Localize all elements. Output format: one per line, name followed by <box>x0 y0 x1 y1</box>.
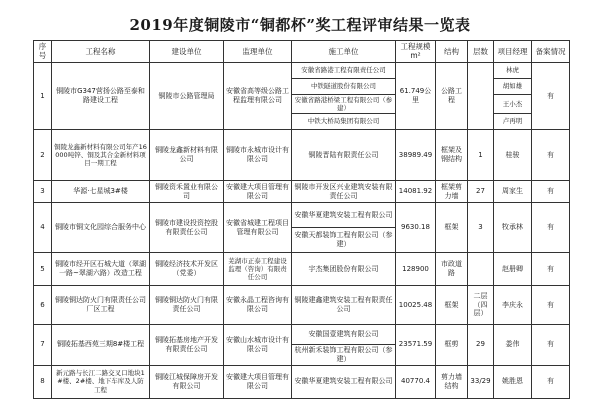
table-row <box>34 62 570 78</box>
cell-supervisor: 安徽省城建工程项目管理有限公司 <box>224 203 292 253</box>
cell-project: 铜陵龙鑫新材料有限公司年产16000吨锌、铜及其合金新材料项目一期工程 <box>52 130 150 181</box>
header-builder: 建设单位 <box>150 41 224 63</box>
cell-no: 2 <box>34 130 52 181</box>
cell-record: 有 <box>532 365 570 398</box>
cell-structure: 框剪 <box>436 325 468 366</box>
header-supervisor: 监理单位 <box>224 41 292 63</box>
cell-structure: 公路工程 <box>436 62 468 129</box>
cell-project: 铜陵市G347营扬公路至泰和路建设工程 <box>52 62 150 129</box>
table-row <box>34 365 570 398</box>
cell-scale: 40770.4 <box>396 365 436 398</box>
cell-constructor: 中铁大桥局集团有限公司 <box>292 114 396 130</box>
header-manager: 项目经理 <box>494 41 532 63</box>
cell-manager: 赵册卿 <box>494 253 532 286</box>
cell-scale: 23571.59 <box>396 325 436 366</box>
cell-manager: 林虎 <box>494 62 532 78</box>
cell-project: 华源·七星城3#楼 <box>52 181 150 203</box>
cell-structure: 剪力墙结构 <box>436 365 468 398</box>
cell-record: 有 <box>532 181 570 203</box>
cell-constructor: 安徽华夏建筑安装工程有限公司 <box>292 365 396 398</box>
cell-scale: 128900 <box>396 253 436 286</box>
cell-record: 有 <box>532 325 570 366</box>
table-row <box>34 203 570 228</box>
cell-record: 有 <box>532 253 570 286</box>
cell-scale: 14081.92 <box>396 181 436 203</box>
cell-builder: 铜陵市建设投资控股有限责任公司 <box>150 203 224 253</box>
cell-no: 4 <box>34 203 52 253</box>
header-scale: 工程规模m² <box>396 41 436 63</box>
cell-project: 铜陵拓基西苑三期8#楼工程 <box>52 325 150 366</box>
table-row <box>34 286 570 325</box>
cell-constructor: 中铁隧道股份有限公司 <box>292 78 396 94</box>
cell-project: 铜陵铜达防火门有限责任公司厂区工程 <box>52 286 150 325</box>
cell-structure: 框架及钢结构 <box>436 130 468 181</box>
cell-structure: 框架 <box>436 203 468 253</box>
results-table <box>33 40 570 399</box>
cell-manager: 胡如雄 <box>494 78 532 94</box>
cell-manager: 娄伟 <box>494 325 532 366</box>
cell-floors: 27 <box>468 181 494 203</box>
cell-constructor: 安徽省路港工程有限责任公司 <box>292 62 396 78</box>
cell-floors: 1 <box>468 130 494 181</box>
header-row <box>34 41 570 63</box>
cell-record: 有 <box>532 203 570 253</box>
table-row <box>34 181 570 203</box>
cell-constructor: 安徽省路港桥梁工程有限公司（参建） <box>292 94 396 113</box>
cell-builder: 铜陵市公路管理局 <box>150 62 224 129</box>
cell-structure: 框架 <box>436 286 468 325</box>
cell-builder: 铜陵经济技术开发区（党委） <box>150 253 224 286</box>
cell-manager: 桂骏 <box>494 130 532 181</box>
cell-supervisor: 安徽建大项目管理有限公司 <box>224 181 292 203</box>
table-row <box>34 130 570 181</box>
cell-constructor: 宇杰集团股份有限公司 <box>292 253 396 286</box>
cell-no: 8 <box>34 365 52 398</box>
cell-constructor: 杭州新禾装饰工程有限公司（参建） <box>292 345 396 366</box>
cell-scale: 9630.18 <box>396 203 436 253</box>
header-no: 序号 <box>34 41 52 63</box>
cell-constructor: 铜陵晋陆有限责任公司 <box>292 130 396 181</box>
cell-constructor: 铜陵建鑫建筑安装工程有限责任公司 <box>292 286 396 325</box>
cell-floors: 3 <box>468 203 494 253</box>
cell-manager: 牧承林 <box>494 203 532 253</box>
cell-builder: 铜陵江城保障房开发有限公司 <box>150 365 224 398</box>
cell-builder: 铜陵铜达防火门有限责任公司 <box>150 286 224 325</box>
cell-project: 铜陵市经开区石城大道（翠湖一路~翠湖六路）改造工程 <box>52 253 150 286</box>
cell-supervisor: 芜湖市正泰工程建设监理（咨询）有限责任公司 <box>224 253 292 286</box>
cell-floors <box>468 253 494 286</box>
cell-no: 6 <box>34 286 52 325</box>
cell-builder: 铜陵拓基房地产开发有限责任公司 <box>150 325 224 366</box>
table-row <box>34 325 570 345</box>
cell-manager: 李庆永 <box>494 286 532 325</box>
cell-supervisor: 安徽永晶工程咨询有限公司 <box>224 286 292 325</box>
cell-no: 5 <box>34 253 52 286</box>
cell-no: 1 <box>34 62 52 129</box>
cell-no: 7 <box>34 325 52 366</box>
cell-project: 新元路与长江二路交叉口地块1#楼、2#楼、地下车库及人防工程 <box>52 365 150 398</box>
cell-structure: 市政道路 <box>436 253 468 286</box>
cell-constructor: 安徽华夏建筑安装工程有限公司 <box>292 203 396 228</box>
cell-floors: 29 <box>468 325 494 366</box>
cell-scale: 10025.48 <box>396 286 436 325</box>
cell-supervisor: 安徽省高等级公路工程监理有限公司 <box>224 62 292 129</box>
cell-record: 有 <box>532 286 570 325</box>
header-project: 工程名称 <box>52 41 150 63</box>
cell-constructor: 安徽天都装饰工程有限公司（参建） <box>292 228 396 253</box>
header-record: 备案情况 <box>532 41 570 63</box>
cell-floors <box>468 62 494 129</box>
table-row <box>34 253 570 286</box>
page-title: 2019年度铜陵市“铜都杯”奖工程评审结果一览表 <box>129 16 471 34</box>
cell-scale: 38989.49 <box>396 130 436 181</box>
header-constructor: 施工单位 <box>292 41 396 63</box>
cell-builder: 铜陵龙鑫新材料有限公司 <box>150 130 224 181</box>
cell-manager: 卢再明 <box>494 114 532 130</box>
cell-manager: 周家生 <box>494 181 532 203</box>
cell-project: 铜陵市铜文化园综合服务中心 <box>52 203 150 253</box>
cell-builder: 铜陵资禾置业有限公司 <box>150 181 224 203</box>
cell-constructor: 安徽国壹建筑有限公司 <box>292 325 396 345</box>
cell-floors: 二层（四层） <box>468 286 494 325</box>
cell-no: 3 <box>34 181 52 203</box>
cell-manager: 姚胜恩 <box>494 365 532 398</box>
cell-manager: 王小杰 <box>494 94 532 113</box>
cell-record: 有 <box>532 62 570 129</box>
cell-supervisor: 安徽山水城市设计有限公司 <box>224 325 292 366</box>
cell-floors: 33/29 <box>468 365 494 398</box>
cell-supervisor: 安徽建大项目管理有限公司 <box>224 365 292 398</box>
header-floors: 层数 <box>468 41 494 63</box>
cell-scale: 61.749公里 <box>396 62 436 129</box>
header-structure: 结构 <box>436 41 468 63</box>
cell-constructor: 铜陵市开发区兴业建筑安装有限责任公司 <box>292 181 396 203</box>
cell-record: 有 <box>532 130 570 181</box>
cell-structure: 框架剪力墙 <box>436 181 468 203</box>
cell-supervisor: 铜陵市永城市设计有限公司 <box>224 130 292 181</box>
